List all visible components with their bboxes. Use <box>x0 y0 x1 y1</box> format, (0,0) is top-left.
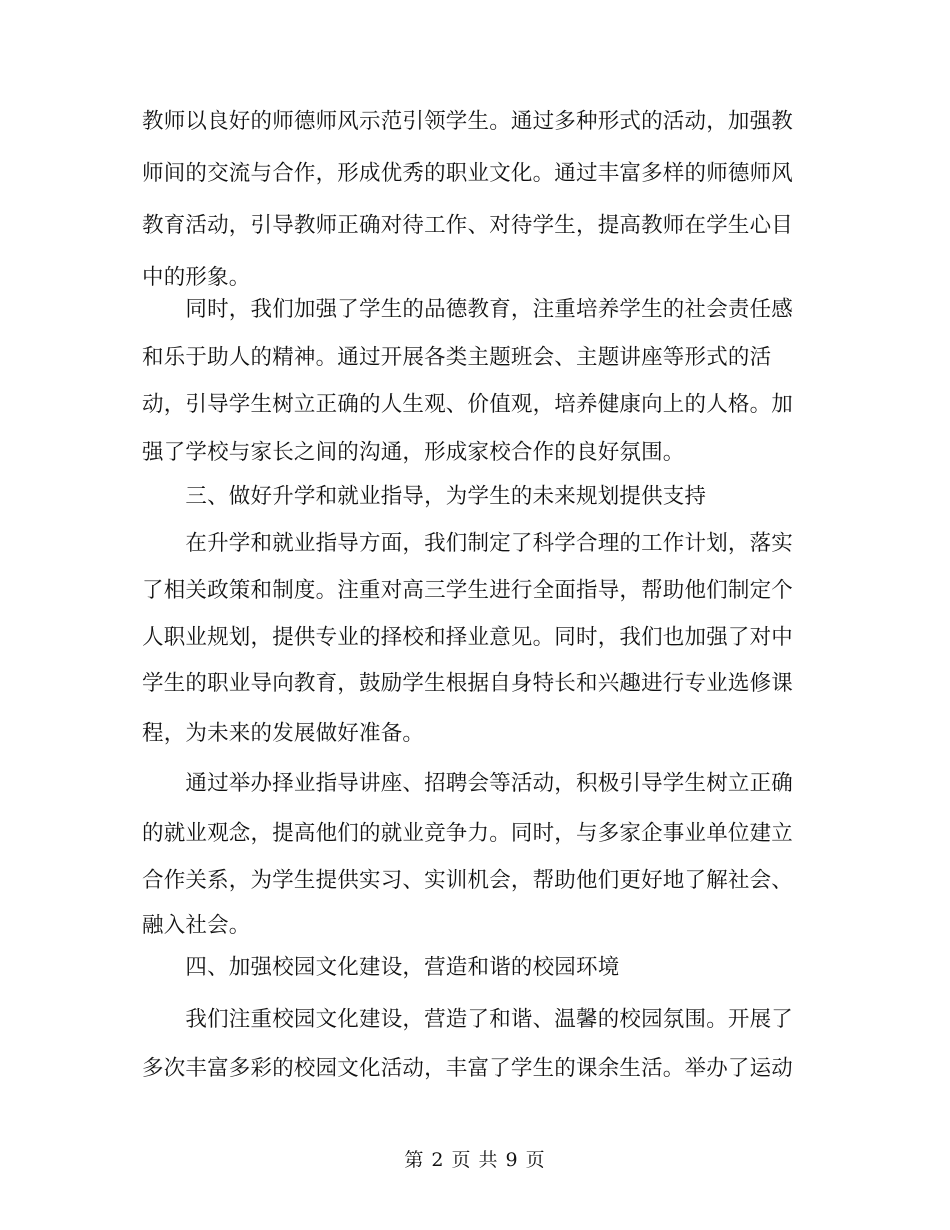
section-heading: 四、加强校园文化建设，营造和谐的校园环境 <box>142 955 620 980</box>
text-line: 融入社会。 <box>142 913 251 938</box>
text-line: 动，引导学生树立正确的人生观、价值观，培养健康向上的人格。加 <box>142 392 794 417</box>
text-line: 人职业规划，提供专业的择校和择业意见。同时，我们也加强了对中 <box>142 625 794 650</box>
text-line: 多次丰富多彩的校园文化活动，丰富了学生的课余生活。举办了运动 <box>142 1056 794 1081</box>
text-line: 合作关系，为学生提供实习、实训机会，帮助他们更好地了解社会、 <box>142 868 794 893</box>
text-line: 同时，我们加强了学生的品德教育，注重培养学生的社会责任感 <box>142 297 794 322</box>
page-number-footer: 第 2 页 共 9 页 <box>404 1149 546 1171</box>
text-line: 师间的交流与合作，形成优秀的职业文化。通过丰富多样的师德师风 <box>142 161 794 186</box>
section-heading: 三、做好升学和就业指导，为学生的未来规划提供支持 <box>142 484 707 509</box>
text-line: 教育活动，引导教师正确对待工作、对待学生，提高教师在学生心目 <box>142 213 794 238</box>
text-line: 和乐于助人的精神。通过开展各类主题班会、主题讲座等形式的活 <box>142 345 772 370</box>
text-line: 我们注重校园文化建设，营造了和谐、温馨的校园氛围。开展了 <box>142 1007 794 1032</box>
text-line: 通过举办择业指导讲座、招聘会等活动，积极引导学生树立正确 <box>142 771 794 796</box>
text-line: 学生的职业导向教育，鼓励学生根据自身特长和兴趣进行专业选修课 <box>142 671 794 696</box>
text-line: 中的形象。 <box>142 265 251 290</box>
text-line: 强了学校与家长之间的沟通，形成家校合作的良好氛围。 <box>142 440 685 465</box>
text-line: 了相关政策和制度。注重对高三学生进行全面指导，帮助他们制定个 <box>142 578 794 603</box>
text-line: 在升学和就业指导方面，我们制定了科学合理的工作计划，落实 <box>142 531 794 556</box>
text-line: 程，为未来的发展做好准备。 <box>142 721 425 746</box>
text-line: 的就业观念，提高他们的就业竞争力。同时，与多家企事业单位建立 <box>142 821 794 846</box>
text-line: 教师以良好的师德师风示范引领学生。通过多种形式的活动，加强教 <box>142 109 794 134</box>
